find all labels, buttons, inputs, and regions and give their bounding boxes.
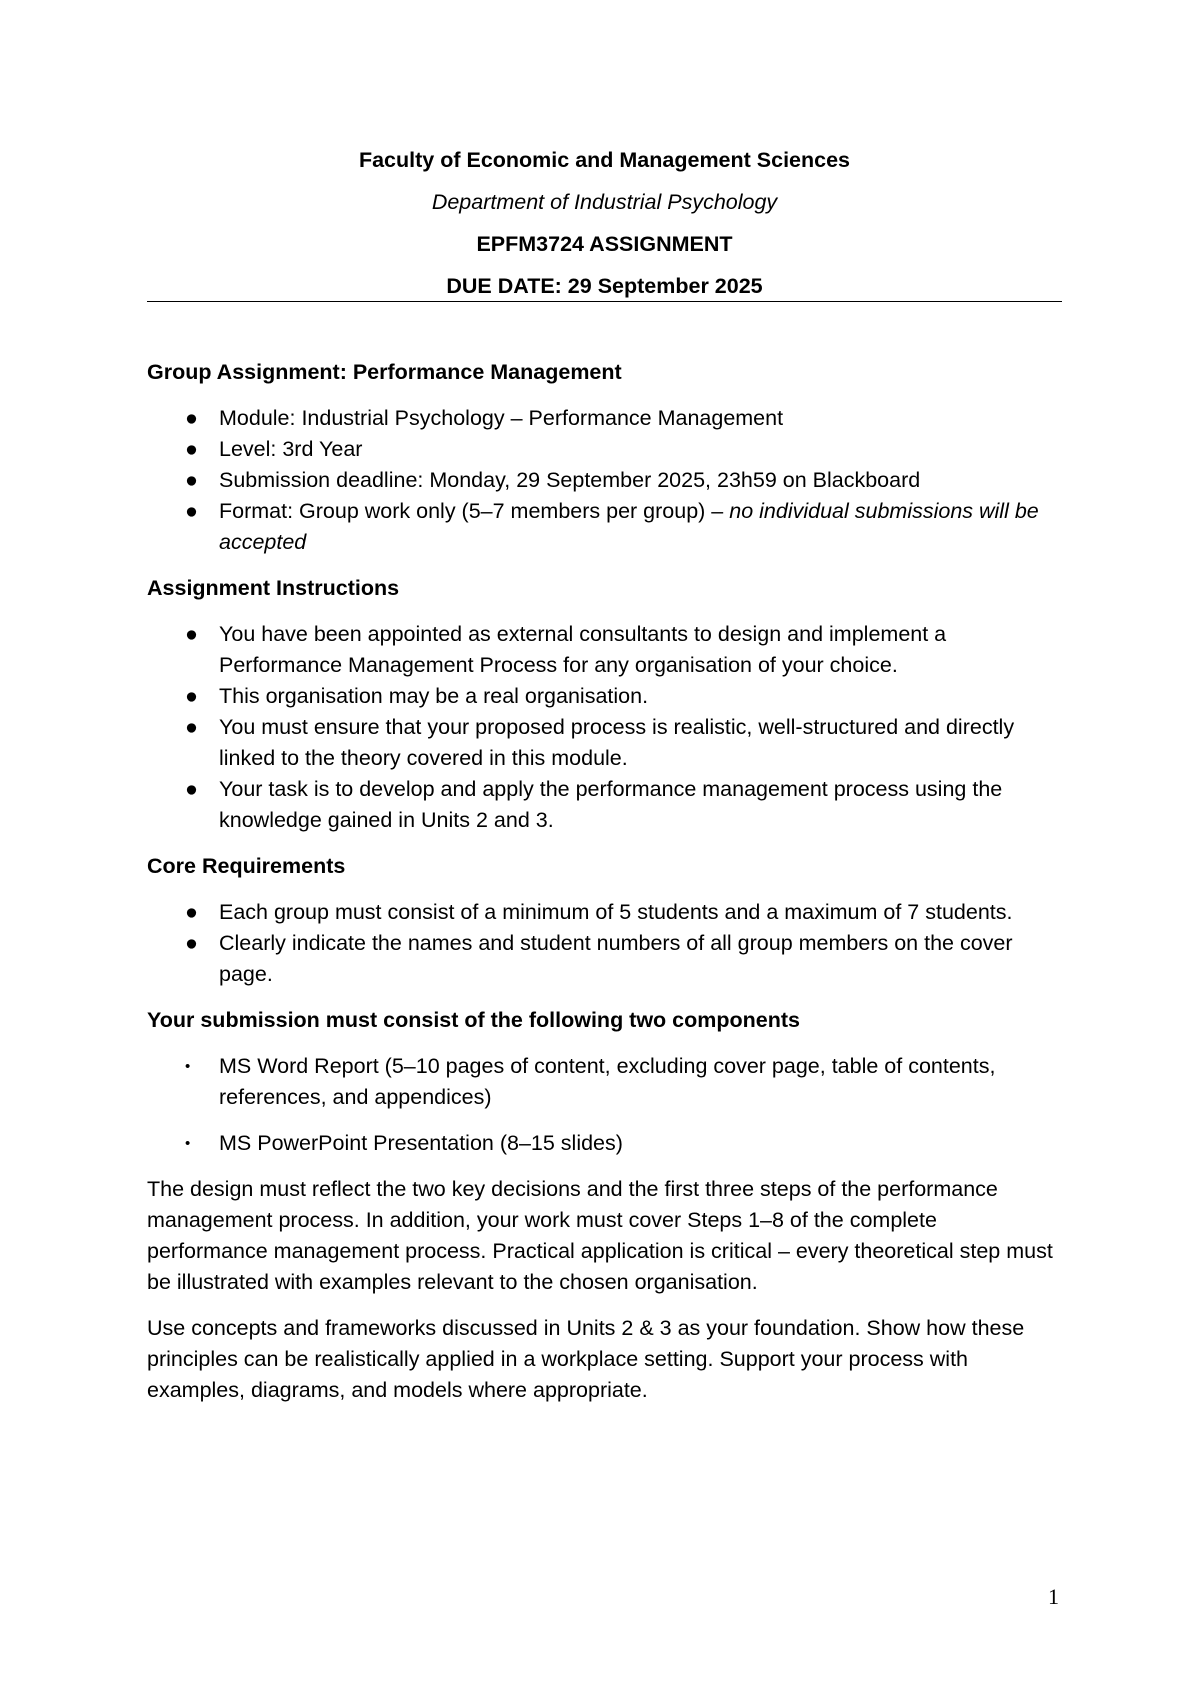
header-divider <box>147 301 1062 302</box>
submission-components-list <box>147 1051 1062 1159</box>
group-assignment-list <box>147 403 1062 558</box>
list-item: ● Level: 3rd Year <box>147 434 1062 465</box>
section-heading-instructions: Assignment Instructions <box>147 576 400 600</box>
instructions-list <box>147 619 1062 836</box>
format-note: no individual submissions will be accepted <box>219 499 1039 554</box>
bullet-icon: ● <box>185 468 198 492</box>
paragraph-concepts: Use concepts and frameworks discussed in Units 2 & 3 as your foundation. Show how these principles can be realistically applied in a workplace setting. Support your process with examples, diagrams, and models where appropriate. <box>147 1316 1025 1402</box>
paragraph-design: The design must reflect the two key decisions and the first three steps of the performance management process. In addition, your work must cover Steps 1–8 of the complete performance management process. Practical application is critical – every theoretical step must be illustrated with examples relevant to the chosen organisation. <box>147 1177 1053 1294</box>
assignment-code: EPFM3724 ASSIGNMENT <box>476 232 733 256</box>
format-text: Format: Group work only (5–7 members per group) – <box>219 499 730 523</box>
list-item: ● You must ensure that your proposed process is realistic, well-structured and directly linked to the theory covered in this module. <box>147 712 1062 774</box>
list-item: ● This organisation may be a real organisation. <box>147 681 1062 712</box>
section-heading-core-requirements: Core Requirements <box>147 854 346 878</box>
bullet-icon: ● <box>185 622 198 646</box>
list-item: ● Module: Industrial Psychology – Performance Management <box>147 403 1062 434</box>
bullet-icon: • <box>185 1058 191 1075</box>
section-heading-group-assignment: Group Assignment: Performance Management <box>147 360 622 384</box>
bullet-icon: ● <box>185 777 198 801</box>
list-item: ● You have been appointed as external consultants to design and implement a Performance Management Process for any organisation of your choice. <box>147 619 1062 681</box>
bullet-icon: ● <box>185 406 198 430</box>
department-subtitle: Department of Industrial Psychology <box>431 190 778 214</box>
bullet-icon: • <box>185 1135 191 1152</box>
bullet-icon: ● <box>185 931 198 955</box>
list-item: ● Your task is to develop and apply the performance management process using the knowledge gained in Units 2 and 3. <box>147 774 1062 836</box>
list-item: ● Each group must consist of a minimum of 5 students and a maximum of 7 students. <box>147 897 1062 928</box>
document-body <box>147 357 1062 1421</box>
list-item: • MS Word Report (5–10 pages of content, excluding cover page, table of contents, references, and appendices) <box>147 1051 1062 1113</box>
bullet-icon: ● <box>185 499 198 523</box>
bullet-icon: ● <box>185 900 198 924</box>
page-number: 1 <box>1048 1584 1059 1609</box>
section-heading-submission: Your submission must consist of the following two components <box>147 1008 800 1032</box>
bullet-icon: ● <box>185 715 198 739</box>
document-header <box>147 148 1062 316</box>
list-item <box>147 496 1062 558</box>
list-item: ● Submission deadline: Monday, 29 September 2025, 23h59 on Blackboard <box>147 465 1062 496</box>
faculty-title: Faculty of Economic and Management Sciences <box>358 148 851 172</box>
due-date: DUE DATE: 29 September 2025 <box>446 274 763 298</box>
list-item: ● Clearly indicate the names and student numbers of all group members on the cover page. <box>147 928 1062 990</box>
bullet-icon: ● <box>185 437 198 461</box>
list-item: • MS PowerPoint Presentation (8–15 slides) <box>147 1128 1062 1159</box>
bullet-icon: ● <box>185 684 198 708</box>
core-requirements-list <box>147 897 1062 990</box>
